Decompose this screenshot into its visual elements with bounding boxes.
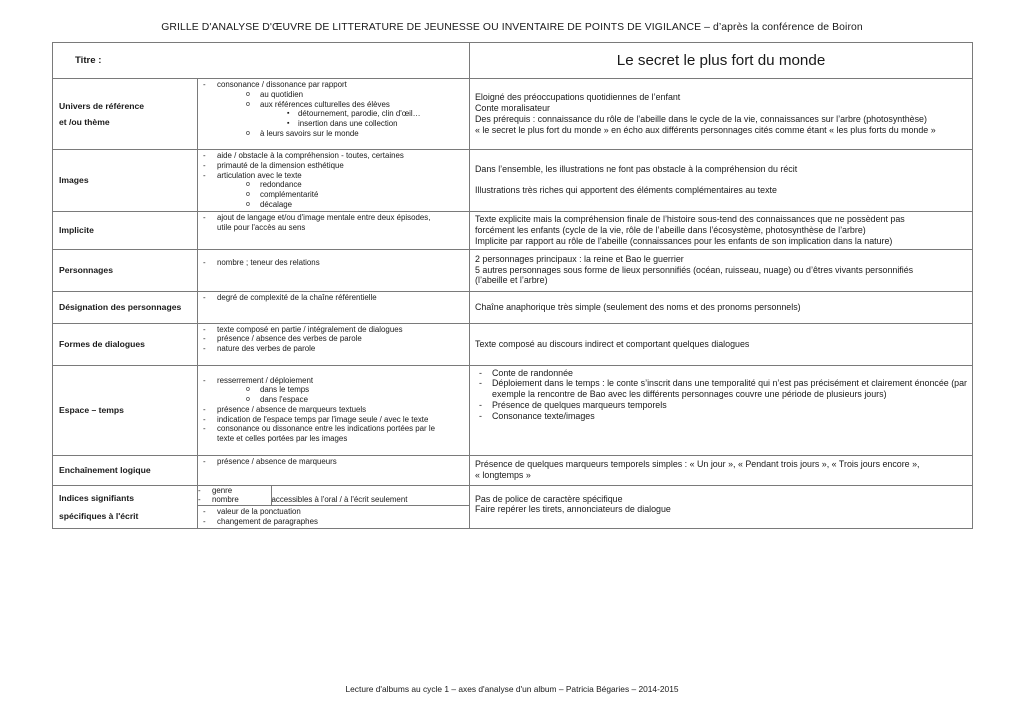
points-enchainement: - présence / absence de marqueurs xyxy=(198,455,470,485)
row-implicite xyxy=(53,211,973,249)
points-espace-temps: - resserrement / déploiement o dans le temps o dans l'espace - présence / absence de marqueurs textuels - indication de l'espace temps par l'image seule / avec le texte - consonance ou dissonance entre les indications portées par le texte et celles portées par les images xyxy=(198,365,470,455)
analysis-images: Dans l’ensemble, les illustrations ne font pas obstacle à la compréhension du récit Illustrations très riches qui apportent des éléments complémentaires au texte xyxy=(470,150,973,212)
row-univers xyxy=(53,79,973,150)
row-espace-temps xyxy=(53,365,973,455)
points-univers: - consonance / dissonance par rapport o au quotidien o aux références culturelles des élèves ▪ détournement, parodie, clin d'œil… ▪ insertion dans une collection o à leurs savoirs sur le monde xyxy=(198,79,470,150)
points-dialogues: - texte composé en partie / intégralement de dialogues - présence / absence des verbes de parole - nature des verbes de parole xyxy=(198,323,470,365)
row-images xyxy=(53,150,973,212)
points-implicite: - ajout de langage et/ou d'image mentale entre deux épisodes, utile pour l'accès au sens xyxy=(198,211,470,249)
criterion-implicite: Implicite xyxy=(53,211,198,249)
points-designation: - degré de complexité de la chaîne référentielle xyxy=(198,291,470,323)
analysis-grid xyxy=(52,42,973,529)
criterion-designation: Désignation des personnages xyxy=(53,291,198,323)
accessibility-note: accessibles à l'oral / à l'écrit seulement xyxy=(271,486,469,506)
criterion-univers: Univers de référence et /ou thème xyxy=(53,79,198,150)
analysis-indices: Pas de police de caractère spécifique Faire repérer les tirets, annonciateurs de dialogue xyxy=(470,485,973,528)
row-dialogues xyxy=(53,323,973,365)
criterion-images: Images xyxy=(53,150,198,212)
criterion-dialogues: Formes de dialogues xyxy=(53,323,198,365)
points-indices: - genre - nombre accessibles à l'oral / à l'écrit seulement - valeur de la ponctuation - changement de paragraphes xyxy=(198,485,470,528)
points-images: - aide / obstacle à la compréhension - toutes, certaines - primauté de la dimension esthétique - articulation avec le texte o redondance o complémentarité o décalage xyxy=(198,150,470,212)
analysis-dialogues: Texte composé au discours indirect et comportant quelques dialogues xyxy=(470,323,973,365)
title-label: Titre : xyxy=(53,43,470,79)
row-designation xyxy=(53,291,973,323)
analysis-implicite: Texte explicite mais la compréhension finale de l’histoire sous-tend des connaissances que ne possèdent pas forcément les enfants (cycle de la vie, rôle de l’abeille dans l’écosystème, photosynthèse de l’arbre) Implicite par rapport au rôle de l’abeille (connaissances pour les enfants de son implication dans la nature) xyxy=(470,211,973,249)
page-footer: Lecture d'albums au cycle 1 – axes d'analyse d'un album – Patricia Bégaries – 2014-2015 xyxy=(345,684,679,694)
analysis-univers: Eloigné des préoccupations quotidiennes de l’enfant Conte moralisateur Des prérequis : connaissance du rôle de l’abeille dans le cycle de la vie, connaissances sur l’arbre (photosynthèse) « le secret le plus fort du monde » en écho aux différents personnages cités comme étant « les plus forts du monde » xyxy=(470,79,973,150)
analysis-personnages: 2 personnages principaux : la reine et Bao le guerrier 5 autres personnages sous forme de lieux personnifiés (océan, ruisseau, nuage) ou d’êtres vivants personnifiés (l’abeille et l’arbre) xyxy=(470,249,973,291)
analysis-enchainement: Présence de quelques marqueurs temporels simples : « Un jour », « Pendant trois jours », « Trois jours encore », « longtemps » xyxy=(470,455,973,485)
book-title: Le secret le plus fort du monde xyxy=(470,43,973,79)
row-personnages xyxy=(53,249,973,291)
analysis-designation: Chaîne anaphorique très simple (seulement des noms et des pronoms personnels) xyxy=(470,291,973,323)
points-personnages: - nombre ; teneur des relations xyxy=(198,249,470,291)
criterion-personnages: Personnages xyxy=(53,249,198,291)
criterion-espace-temps: Espace – temps xyxy=(53,365,198,455)
criterion-indices: Indices signifiants spécifiques à l'écrit xyxy=(53,485,198,528)
row-enchainement xyxy=(53,455,973,485)
analysis-espace-temps: - Conte de randonnée - Déploiement dans le temps : le conte s’inscrit dans une temporalité qui n’est pas précisément et clairement énoncée (par exemple la rencontre de Bao avec les différents personnages couvre une période de plusieurs jours) - Présence de quelques marqueurs temporels - Consonance texte/images xyxy=(470,365,973,455)
criterion-enchainement: Enchaînement logique xyxy=(53,455,198,485)
page-header: GRILLE D'ANALYSE D'ŒUVRE DE LITTERATURE DE JEUNESSE OU INVENTAIRE DE POINTS DE VIGILANCE – d’après la conférence de Boiron xyxy=(161,22,863,33)
row-indices xyxy=(53,485,973,528)
title-row xyxy=(53,43,973,79)
